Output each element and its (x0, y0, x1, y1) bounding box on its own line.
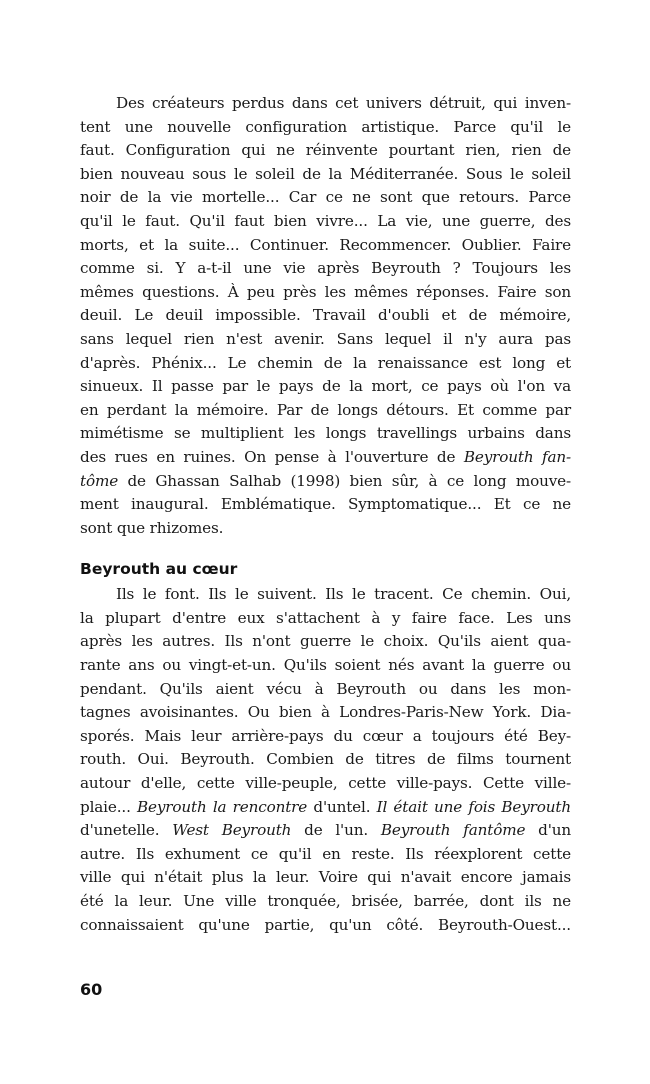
text-line: mimétisme se multiplient les longs travellings urbains dans (80, 424, 571, 443)
text-span: d'un (525, 821, 571, 840)
text-line: sinueux. Il passe par le pays de la mort, ce pays où l'on va (80, 377, 571, 396)
text-line: tent une nouvelle configuration artistique. Parce qu'il le (80, 117, 571, 136)
text-span: d'untel. (307, 797, 377, 816)
text-line (80, 796, 571, 820)
text-line: ville qui n'était plus la leur. Voire qui n'avait encore jamais (80, 868, 571, 887)
text-line: deuil. Le deuil impossible. Travail d'oubli et de mémoire, (80, 306, 571, 325)
text-line: après les autres. Ils n'ont guerre le choix. Qu'ils aient qua- (80, 632, 571, 651)
text-span: plaie... (80, 797, 137, 816)
text-line: sans lequel rien n'est avenir. Sans lequel il n'y aura pas (80, 329, 571, 348)
text-line: Des créateurs perdus dans cet univers détruit, qui inven- (116, 94, 571, 112)
text-line: connaissaient qu'une partie, qu'un côté. Beyrouth-Ouest... (80, 915, 571, 934)
section-heading: Beyrouth au cœur (80, 560, 238, 579)
text-line: faut. Configuration qui ne réinvente pourtant rien, rien de (80, 141, 571, 160)
paragraph-2 (80, 583, 571, 937)
text-line: en perdant la mémoire. Par de longs détours. Et comme par (80, 400, 571, 419)
film-title: West Beyrouth (172, 821, 292, 840)
text-line: noir de la vie mortelle... Car ce ne sont que retours. Parce (80, 188, 571, 207)
text-span: des rues en ruines. On pense à l'ouverture de (80, 447, 464, 466)
text-line: rante ans ou vingt-et-un. Qu'ils soient nés avant la guerre ou (80, 656, 571, 675)
text-line: qu'il le faut. Qu'il faut bien vivre... La vie, une guerre, des (80, 211, 571, 230)
page-number: 60 (80, 980, 103, 999)
text-line: bien nouveau sous le soleil de la Méditerranée. Sous le soleil (80, 164, 571, 183)
text-line: sporés. Mais leur arrière-pays du cœur a toujours été Bey- (80, 726, 571, 745)
text-line: la plupart d'entre eux s'attachent à y faire face. Les uns (80, 608, 571, 627)
text-span: de Ghassan Salhab (1998) bien sûr, à ce long mouve- (118, 471, 571, 490)
text-line: Ils le font. Ils le suivent. Ils le tracent. Ce chemin. Oui, (116, 585, 571, 604)
text-span: d'unetelle. (80, 821, 173, 840)
text-line: pendant. Qu'ils aient vécu à Beyrouth ou dans les mon- (80, 679, 571, 698)
film-title: Beyrouth fan- (463, 447, 572, 466)
text-span: de l'un. (291, 821, 381, 840)
film-title: tôme (80, 471, 119, 490)
text-line: été la leur. Une ville tronquée, brisée, barrée, dont ils ne (80, 892, 571, 910)
text-line (80, 819, 571, 843)
text-line (80, 446, 571, 470)
book-page (80, 92, 571, 937)
text-line: morts, et la suite... Continuer. Recommencer. Oublier. Faire (80, 235, 571, 254)
text-line: d'après. Phénix... Le chemin de la renaissance est long et (80, 353, 571, 372)
text-line: ment inaugural. Emblématique. Symptomatique... Et ce ne (80, 495, 571, 514)
film-title: Beyrouth la rencontre (137, 797, 308, 816)
paragraph-1 (80, 92, 571, 540)
film-title: Beyrouth fantôme (380, 821, 526, 840)
text-line: mêmes questions. À peu près les mêmes réponses. Faire son (80, 282, 571, 301)
text-line: routh. Oui. Beyrouth. Combien de titres de films tournent (80, 750, 571, 769)
text-line: autre. Ils exhument ce qu'il en reste. Ils réexplorent cette (80, 844, 571, 863)
film-title: Il était une fois Beyrouth (376, 797, 571, 816)
text-line: sont que rhizomes. (80, 518, 224, 537)
text-line: comme si. Y a-t-il une vie après Beyrouth ? Toujours les (80, 259, 571, 278)
text-line: autour d'elle, cette ville-peuple, cette ville-pays. Cette ville- (80, 774, 571, 793)
text-line: tagnes avoisinantes. Ou bien à Londres-Paris-New York. Dia- (80, 703, 571, 722)
text-line (80, 470, 571, 494)
